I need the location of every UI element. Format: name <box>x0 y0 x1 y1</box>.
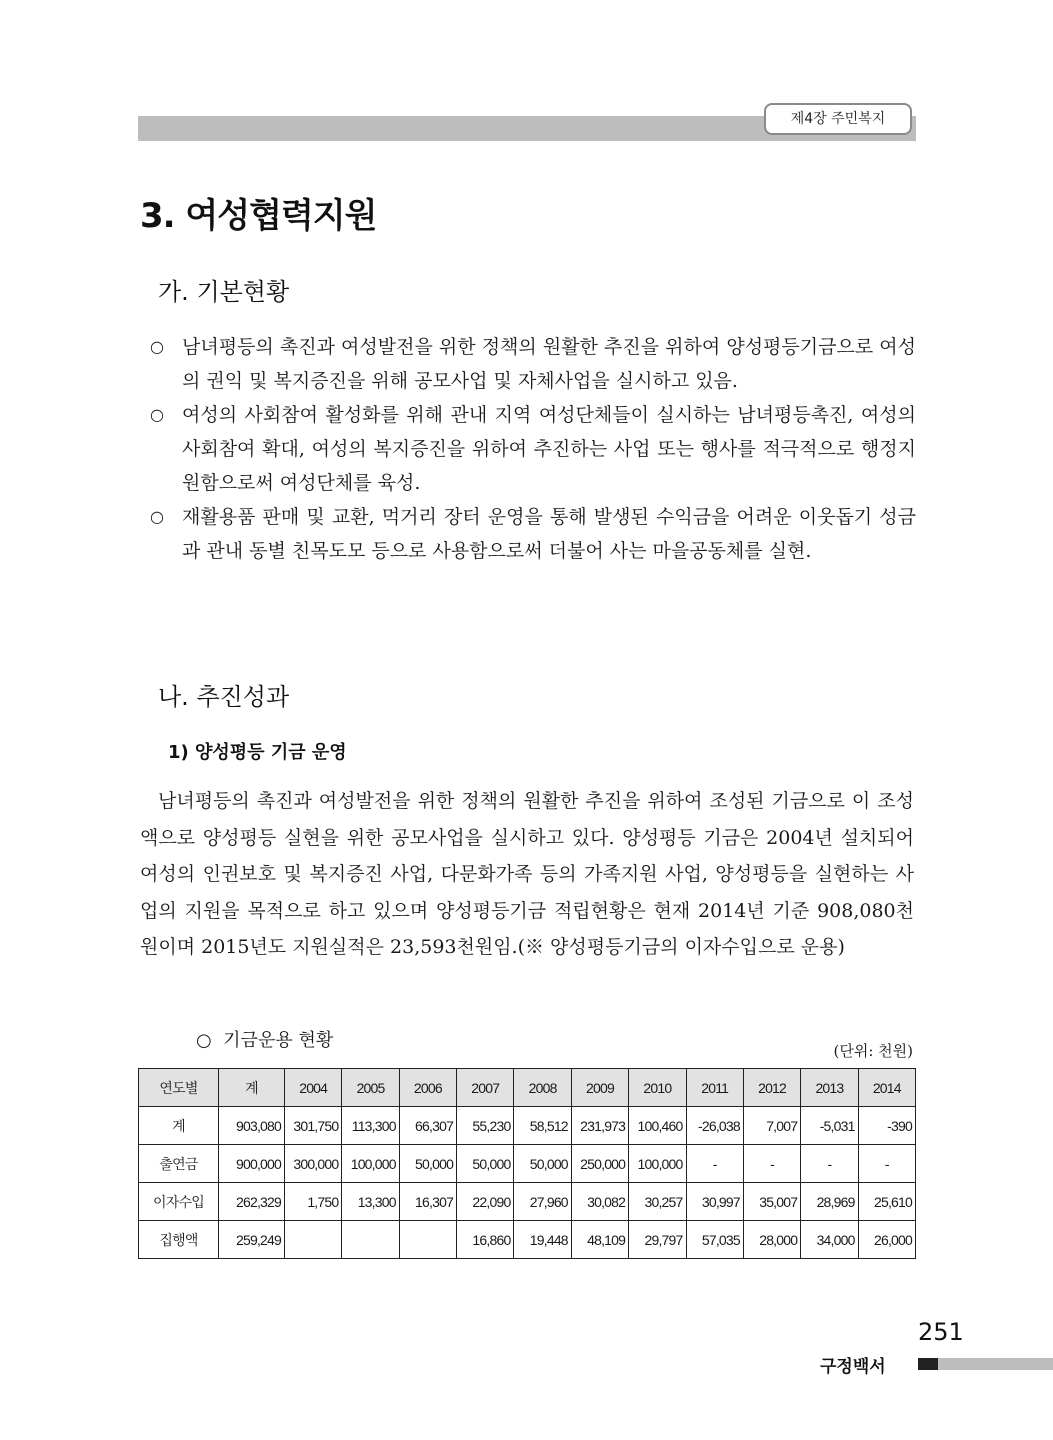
fund-table <box>138 1068 916 1259</box>
table-header-cell: 2004 <box>285 1069 342 1107</box>
table-header-cell: 2007 <box>457 1069 514 1107</box>
table-cell: 900,000 <box>219 1145 285 1183</box>
table-cell: 231,973 <box>571 1107 628 1145</box>
table-header-cell: 2009 <box>571 1069 628 1107</box>
table-cell: 66,307 <box>399 1107 456 1145</box>
table-header-cell: 2011 <box>686 1069 743 1107</box>
table-cell: 259,249 <box>219 1221 285 1259</box>
footer-bar-marker <box>918 1358 938 1370</box>
table-cell: 262,329 <box>219 1183 285 1221</box>
table-cell: -5,031 <box>801 1107 858 1145</box>
table-header-row <box>139 1069 916 1107</box>
table-body <box>139 1107 916 1259</box>
table-cell: 27,960 <box>514 1183 571 1221</box>
table-cell: 48,109 <box>571 1221 628 1259</box>
bullet-item: ○ 남녀평등의 촉진과 여성발전을 위한 정책의 원활한 추진을 위하여 양성평등기금으로 여성의 권익 및 복지증진을 위해 공모사업 및 자체사업을 실시하고 있음. <box>150 330 916 398</box>
table-cell: 113,300 <box>342 1107 399 1145</box>
table-header-cell: 2012 <box>743 1069 800 1107</box>
table-cell: 250,000 <box>571 1145 628 1183</box>
table-header-cell: 연도별 <box>139 1069 219 1107</box>
table-cell: 28,000 <box>743 1221 800 1259</box>
bullet-item: ○ 여성의 사회참여 활성화를 위해 관내 지역 여성단체들이 실시하는 남녀평등촉진, 여성의 사회참여 확대, 여성의 복지증진을 위하여 추진하는 사업 또는 행사를 적극적으로 행정지원함으로써 여성단체를 육성. <box>150 398 916 500</box>
bullet-circle-icon: ○ <box>150 337 164 356</box>
table-header-cell: 계 <box>219 1069 285 1107</box>
table-cell: 100,000 <box>629 1145 686 1183</box>
table-cell: -26,038 <box>686 1107 743 1145</box>
table-cell: 19,448 <box>514 1221 571 1259</box>
table-cell: 58,512 <box>514 1107 571 1145</box>
chapter-tab: 제4장 주민복지 <box>764 103 912 135</box>
table-cell: 57,035 <box>686 1221 743 1259</box>
table-cell: 100,460 <box>629 1107 686 1145</box>
table-cell <box>285 1221 342 1259</box>
table-cell: 16,307 <box>399 1183 456 1221</box>
bullet-circle-icon: ○ <box>196 1030 212 1051</box>
table-cell: - <box>686 1145 743 1183</box>
table-cell: 25,610 <box>858 1183 915 1221</box>
table-header-cell: 2010 <box>629 1069 686 1107</box>
table-header-cell: 2013 <box>801 1069 858 1107</box>
bullet-circle-icon: ○ <box>150 405 164 424</box>
table-cell: 903,080 <box>219 1107 285 1145</box>
table-cell: 34,000 <box>801 1221 858 1259</box>
subsection-title-b: 나. 추진성과 <box>158 683 290 711</box>
book-title: 구정백서 <box>820 1357 886 1377</box>
table-row <box>139 1107 916 1145</box>
table-cell: 28,969 <box>801 1183 858 1221</box>
table-cell: 35,007 <box>743 1183 800 1221</box>
footer-bar <box>918 1358 1053 1370</box>
table-cell: - <box>743 1145 800 1183</box>
table-cell: 16,860 <box>457 1221 514 1259</box>
page-number: 251 <box>918 1318 964 1346</box>
table-cell: 100,000 <box>342 1145 399 1183</box>
subsection-title-a: 가. 기본현황 <box>158 278 290 306</box>
table-cell: 13,300 <box>342 1183 399 1221</box>
table-cell: 301,750 <box>285 1107 342 1145</box>
table-cell: 30,997 <box>686 1183 743 1221</box>
table-cell: - <box>801 1145 858 1183</box>
table-cell: 1,750 <box>285 1183 342 1221</box>
table-row <box>139 1145 916 1183</box>
table-row-label: 계 <box>139 1107 219 1145</box>
table-cell: 7,007 <box>743 1107 800 1145</box>
table-row <box>139 1221 916 1259</box>
status-bullet-list <box>150 330 916 568</box>
table-cell: 50,000 <box>399 1145 456 1183</box>
body-paragraph: 남녀평등의 촉진과 여성발전을 위한 정책의 원활한 추진을 위하여 조성된 기금으로 이 조성액으로 양성평등 실현을 위한 공모사업을 실시하고 있다. 양성평등 기금은 2004년 설치되어 여성의 인권보호 및 복지증진 사업, 다문화가족 등의 가족지원 사업, 양성평등을 실현하는 사업의 지원을 목적으로 하고 있으며 양성평등기금 적립현황은 현재 2014년 기준 908,080천원이며 2015년도 지원실적은 23,593천원임.(※ 양성평등기금의 이자수입으로 운용) <box>140 790 914 958</box>
section-title: 3. 여성협력지원 <box>140 196 377 236</box>
table-cell: -390 <box>858 1107 915 1145</box>
bullet-item: ○ 재활용품 판매 및 교환, 먹거리 장터 운영을 통해 발생된 수익금을 어려운 이웃돕기 성금과 관내 동별 친목도모 등으로 사용함으로써 더불어 사는 마을공동체를 실현. <box>150 500 916 568</box>
table-cell <box>399 1221 456 1259</box>
table-unit: (단위: 천원) <box>833 1042 913 1060</box>
table-cell: 22,090 <box>457 1183 514 1221</box>
table-cell: 55,230 <box>457 1107 514 1145</box>
table-cell: 50,000 <box>457 1145 514 1183</box>
table-header-cell: 2006 <box>399 1069 456 1107</box>
table-row-label: 이자수입 <box>139 1183 219 1221</box>
table-row <box>139 1183 916 1221</box>
bullet-circle-icon: ○ <box>150 507 164 526</box>
table-header-cell: 2008 <box>514 1069 571 1107</box>
table-cell: 30,257 <box>629 1183 686 1221</box>
table-cell: - <box>858 1145 915 1183</box>
table-cell: 30,082 <box>571 1183 628 1221</box>
table-header-cell: 2014 <box>858 1069 915 1107</box>
table-cell: 300,000 <box>285 1145 342 1183</box>
table-cell: 26,000 <box>858 1221 915 1259</box>
table-cell <box>342 1221 399 1259</box>
item-title: 1) 양성평등 기금 운영 <box>168 742 347 763</box>
table-cell: 50,000 <box>514 1145 571 1183</box>
table-cell: 29,797 <box>629 1221 686 1259</box>
table-title: ○ 기금운용 현황 <box>196 1030 334 1051</box>
table-row-label: 출연금 <box>139 1145 219 1183</box>
table-header-cell: 2005 <box>342 1069 399 1107</box>
table-row-label: 집행액 <box>139 1221 219 1259</box>
